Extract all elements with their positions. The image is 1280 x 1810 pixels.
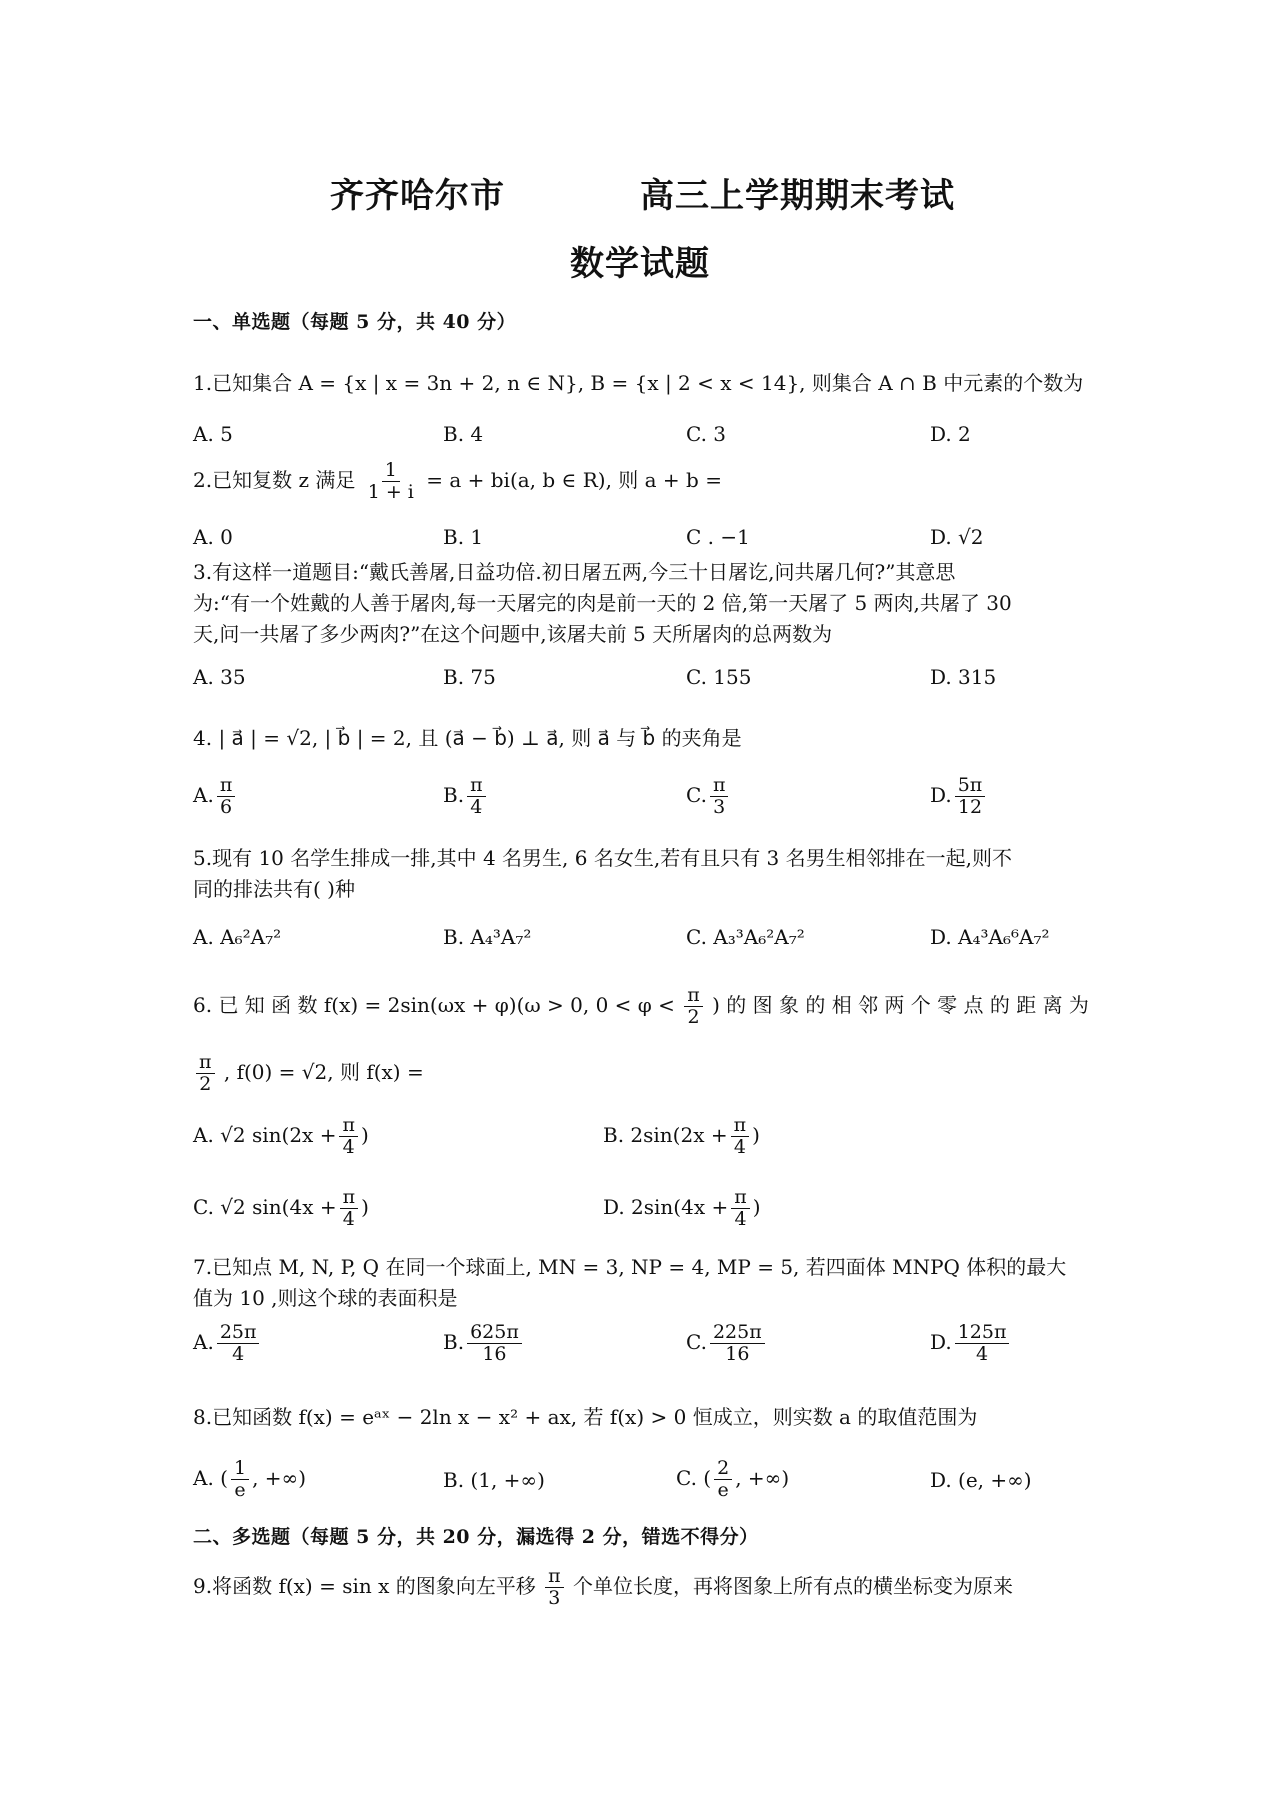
q2-option-c: C . −1 [686,525,750,549]
q6-text-pre: 6. 已 知 函 数 f(x) = 2sin(ωx + φ)(ω > 0, 0 < φ < [193,992,675,1017]
question-1-stem: 1.已知集合 A = {x | x = 3n + 2, n ∈ N}, B = {x | 2 < x < 14}, 则集合 A ∩ B 中元素的个数为 [193,371,1084,395]
q9-text-pre: 9.将函数 f(x) = sin x 的图象向左平移 [193,1573,536,1598]
q2-fraction [365,460,417,503]
q7-a-frac [217,1322,260,1365]
q1-option-b: B. 4 [443,422,484,446]
q2-text-post: = a + bi(a, b ∈ R), 则 a + b = [426,467,722,492]
q7-c-num: 225π [710,1322,765,1344]
q8-a-frac [231,1458,249,1501]
q7-b-num: 625π [467,1322,522,1344]
q4-c-den: 3 [713,795,726,818]
q6-option-b [603,1115,760,1158]
q6-line2-fraction [196,1052,215,1095]
q6-c-end: ) [361,1194,369,1219]
q6-c-den: 4 [342,1207,355,1230]
q2-option-a: A. 0 [193,525,233,549]
q2-text-pre: 2.已知复数 z 满足 [193,467,356,492]
question-5-line-1: 5.现有 10 名学生排成一排,其中 4 名男生, 6 名女生,若有且只有 3 名男生相邻排在一起,则不 [193,846,1012,870]
question-6-line-2 [193,1052,424,1095]
q7-d-num: 125π [955,1322,1010,1344]
q7-option-d [930,1322,1012,1365]
q4-d-den: 12 [957,795,983,818]
q9-text-post: 个单位长度，再将图象上所有点的横坐标变为原来 [572,1573,1013,1598]
q2-frac-den: 1 + i [367,480,414,503]
q7-c-frac [710,1322,765,1365]
q4-d-label: D. [930,782,952,807]
q6-b-frac [731,1115,750,1158]
q7-a-num: 25π [217,1322,260,1344]
q6-fraction [684,985,703,1028]
q7-a-label: A. [193,1329,214,1354]
q9-frac-num: π [545,1566,564,1588]
q7-b-den: 16 [482,1342,507,1365]
q6-b-num: π [731,1115,750,1137]
question-9-stem [193,1566,1013,1609]
q4-option-c [686,775,731,818]
q6-option-d [603,1187,761,1230]
question-6-line-1 [193,985,1089,1028]
q4-d-num: 5π [955,775,986,797]
q1-option-a: A. 5 [193,422,233,446]
q6-a-end: ) [360,1122,369,1147]
q8-option-d: D. (e, +∞) [930,1468,1032,1492]
q5-option-b: B. A₄³A₇² [443,925,532,949]
header-city: 齐齐哈尔市 [330,176,505,216]
q3-option-b: B. 75 [443,665,496,689]
q6-line2-den: 2 [199,1072,212,1095]
q4-b-num: π [467,775,486,797]
q5-option-c: C. A₃³A₆²A₇² [686,925,805,949]
q6-line2-num: π [196,1052,215,1074]
q5-option-d: D. A₄³A₆⁶A₇² [930,925,1050,949]
q7-d-label: D. [930,1329,952,1354]
q3-option-c: C. 155 [686,665,752,689]
header-exam: 高三上学期期末考试 [640,176,955,216]
q7-c-den: 16 [725,1342,750,1365]
q8-option-b: B. (1, +∞) [443,1468,545,1492]
q6-option-a [193,1115,369,1158]
q3-option-a: A. 35 [193,665,246,689]
q7-a-den: 4 [232,1342,245,1365]
q6-d-num: π [731,1187,750,1209]
q8-c-num: 2 [714,1458,732,1480]
question-7-line-1: 7.已知点 M, N, P, Q 在同一个球面上, MN = 3, NP = 4, MP = 5, 若四面体 MNPQ 体积的最大 [193,1255,1067,1279]
q7-d-frac [955,1322,1010,1365]
q4-d-frac [955,775,986,818]
q6-a-den: 4 [342,1135,355,1158]
q6-d-label: D. 2sin(4x + [603,1194,729,1219]
q6-frac-num: π [684,985,703,1007]
q6-d-end: ) [752,1194,761,1219]
q2-option-b: B. 1 [443,525,484,549]
q4-a-den: 6 [220,795,233,818]
q8-a-label: A. ( [193,1465,228,1490]
q2-frac-num: 1 [382,460,400,482]
q4-a-num: π [217,775,236,797]
question-8-stem: 8.已知函数 f(x) = eᵃˣ − 2ln x − x² + ax, 若 f(x) > 0 恒成立，则实数 a 的取值范围为 [193,1405,978,1429]
q4-a-frac [217,775,236,818]
q7-b-frac [467,1322,522,1365]
q9-frac-den: 3 [548,1586,561,1609]
q6-a-num: π [339,1115,358,1137]
q4-b-den: 4 [470,795,483,818]
q7-d-den: 4 [976,1342,989,1365]
q3-option-d: D. 315 [930,665,997,689]
q4-b-label: B. [443,782,465,807]
q4-option-a [193,775,238,818]
q6-c-label: C. √2 sin(4x + [193,1194,337,1219]
question-3-line-3: 天,问一共屠了多少两肉?”在这个问题中,该屠夫前 5 天所屠肉的总两数为 [193,622,833,646]
q8-option-a [193,1458,306,1501]
question-2-stem [193,460,722,503]
q6-d-den: 4 [734,1207,747,1230]
q8-c-label: C. ( [676,1465,712,1490]
q4-option-d [930,775,988,818]
q5-option-a: A. A₆²A₇² [193,925,282,949]
q2-option-d: D. √2 [930,525,984,549]
question-3-line-1: 3.有这样一道题目:“戴氏善屠,日益功倍.初日屠五两,今三十日屠讫,问共屠几何?”其意思 [193,560,956,584]
q6-a-label: A. √2 sin(2x + [193,1122,337,1147]
q8-c-end: , +∞) [735,1465,790,1490]
question-3-line-2: 为:“有一个姓戴的人善于屠肉,每一天屠完的肉是前一天的 2 倍,第一天屠了 5 两肉,共屠了 30 [193,591,1012,615]
q8-a-end: , +∞) [252,1465,306,1490]
q9-fraction [545,1566,564,1609]
q7-option-c [686,1322,768,1365]
q8-a-num: 1 [231,1458,249,1480]
q8-c-den: e [717,1478,729,1501]
q7-option-a [193,1322,262,1365]
q4-c-label: C. [686,782,707,807]
q4-option-b [443,775,489,818]
q6-a-frac [339,1115,358,1158]
question-5-line-2: 同的排法共有( )种 [193,877,355,901]
q4-a-label: A. [193,782,214,807]
q6-d-frac [731,1187,750,1230]
q4-c-num: π [710,775,729,797]
q8-c-frac [714,1458,732,1501]
section-heading-1: 一、单选题（每题 5 分，共 40 分） [193,311,517,333]
q6-b-label: B. 2sin(2x + [603,1122,728,1147]
q6-b-den: 4 [733,1135,746,1158]
q6-c-num: π [340,1187,359,1209]
q1-option-c: C. 3 [686,422,727,446]
q6-option-c [193,1187,369,1230]
q6-line2-text: , f(0) = √2, 则 f(x) = [223,1059,424,1084]
q6-text-post: ) 的 图 象 的 相 邻 两 个 零 点 的 距 离 为 [712,992,1089,1017]
q6-frac-den: 2 [687,1005,700,1028]
q6-b-end: ) [752,1122,760,1147]
q7-b-label: B. [443,1329,465,1354]
q4-c-frac [710,775,729,818]
q7-c-label: C. [686,1329,707,1354]
page-title: 数学试题 [570,244,710,284]
q8-option-c [676,1458,789,1501]
q1-option-d: D. 2 [930,422,971,446]
question-4-stem: 4. | a⃗ | = √2, | b⃗ | = 2, 且 (a⃗ − b⃗) ⊥ a⃗, 则 a⃗ 与 b⃗ 的夹角是 [193,726,742,750]
q8-a-den: e [234,1478,246,1501]
q4-b-frac [467,775,486,818]
q6-c-frac [340,1187,359,1230]
section-heading-2: 二、多选题（每题 5 分，共 20 分，漏选得 2 分，错选不得分） [193,1526,759,1548]
question-7-line-2: 值为 10 ,则这个球的表面积是 [193,1286,458,1310]
q7-option-b [443,1322,525,1365]
